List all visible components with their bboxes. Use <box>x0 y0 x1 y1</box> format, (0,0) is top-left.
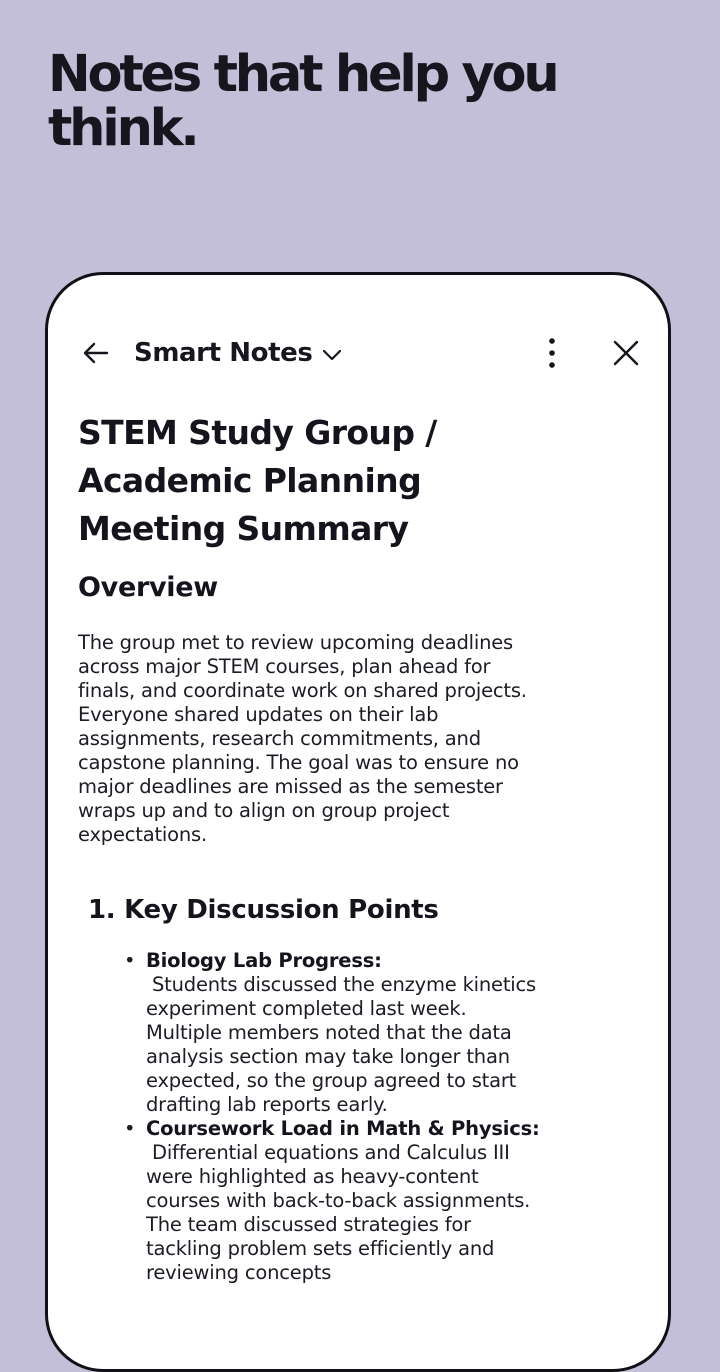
discussion-points-list <box>78 949 548 1285</box>
close-button[interactable] <box>606 333 646 373</box>
note-title: STEM Study Group / Academic Planning Meeting Summary <box>78 413 437 548</box>
section-heading-key-discussion <box>88 893 548 927</box>
app-bar <box>48 319 668 379</box>
note-content[interactable] <box>78 409 548 1285</box>
overview-heading: Overview <box>78 572 218 603</box>
note-type-dropdown[interactable] <box>134 333 342 373</box>
bullet-body: Students discussed the enzyme kinetics experiment completed last week. Multiple members noted that the data analysis section may take longer than expected, so the group agreed to start drafting lab reports early. <box>146 973 536 1116</box>
list-item <box>124 1117 548 1285</box>
bullet-marker: • <box>124 1117 136 1140</box>
chevron-down-icon <box>322 348 342 362</box>
more-options-button[interactable] <box>536 331 568 375</box>
phone-screen-card <box>45 272 671 1372</box>
section-title: Key Discussion Points <box>124 895 439 925</box>
more-vertical-icon <box>547 337 557 369</box>
app-title: Smart Notes <box>134 338 313 368</box>
overview-paragraph: The group met to review upcoming deadlines across major STEM courses, plan ahead for finals, and coordinate work on shared projects. Everyone shared updates on their lab assignments, research commitments, and capstone planning. The goal was to ensure no major deadlines are missed as the semester wraps up and to align on group project expectations. <box>78 631 527 846</box>
section-number: 1. <box>88 895 116 925</box>
list-item <box>124 949 548 1117</box>
promo-headline: Notes that help you think. <box>48 45 557 158</box>
arrow-left-icon <box>81 338 111 368</box>
bullet-marker: • <box>124 949 136 972</box>
back-button[interactable] <box>76 333 116 373</box>
bullet-title: Biology Lab Progress: <box>146 949 382 972</box>
bullet-body: Differential equations and Calculus III were highlighted as heavy-content courses with back-to-back assignments. The team discussed strategies for tackling problem sets efficiently and reviewing concepts <box>146 1141 531 1284</box>
bullet-title: Coursework Load in Math & Physics: <box>146 1117 540 1140</box>
close-icon <box>612 339 640 367</box>
